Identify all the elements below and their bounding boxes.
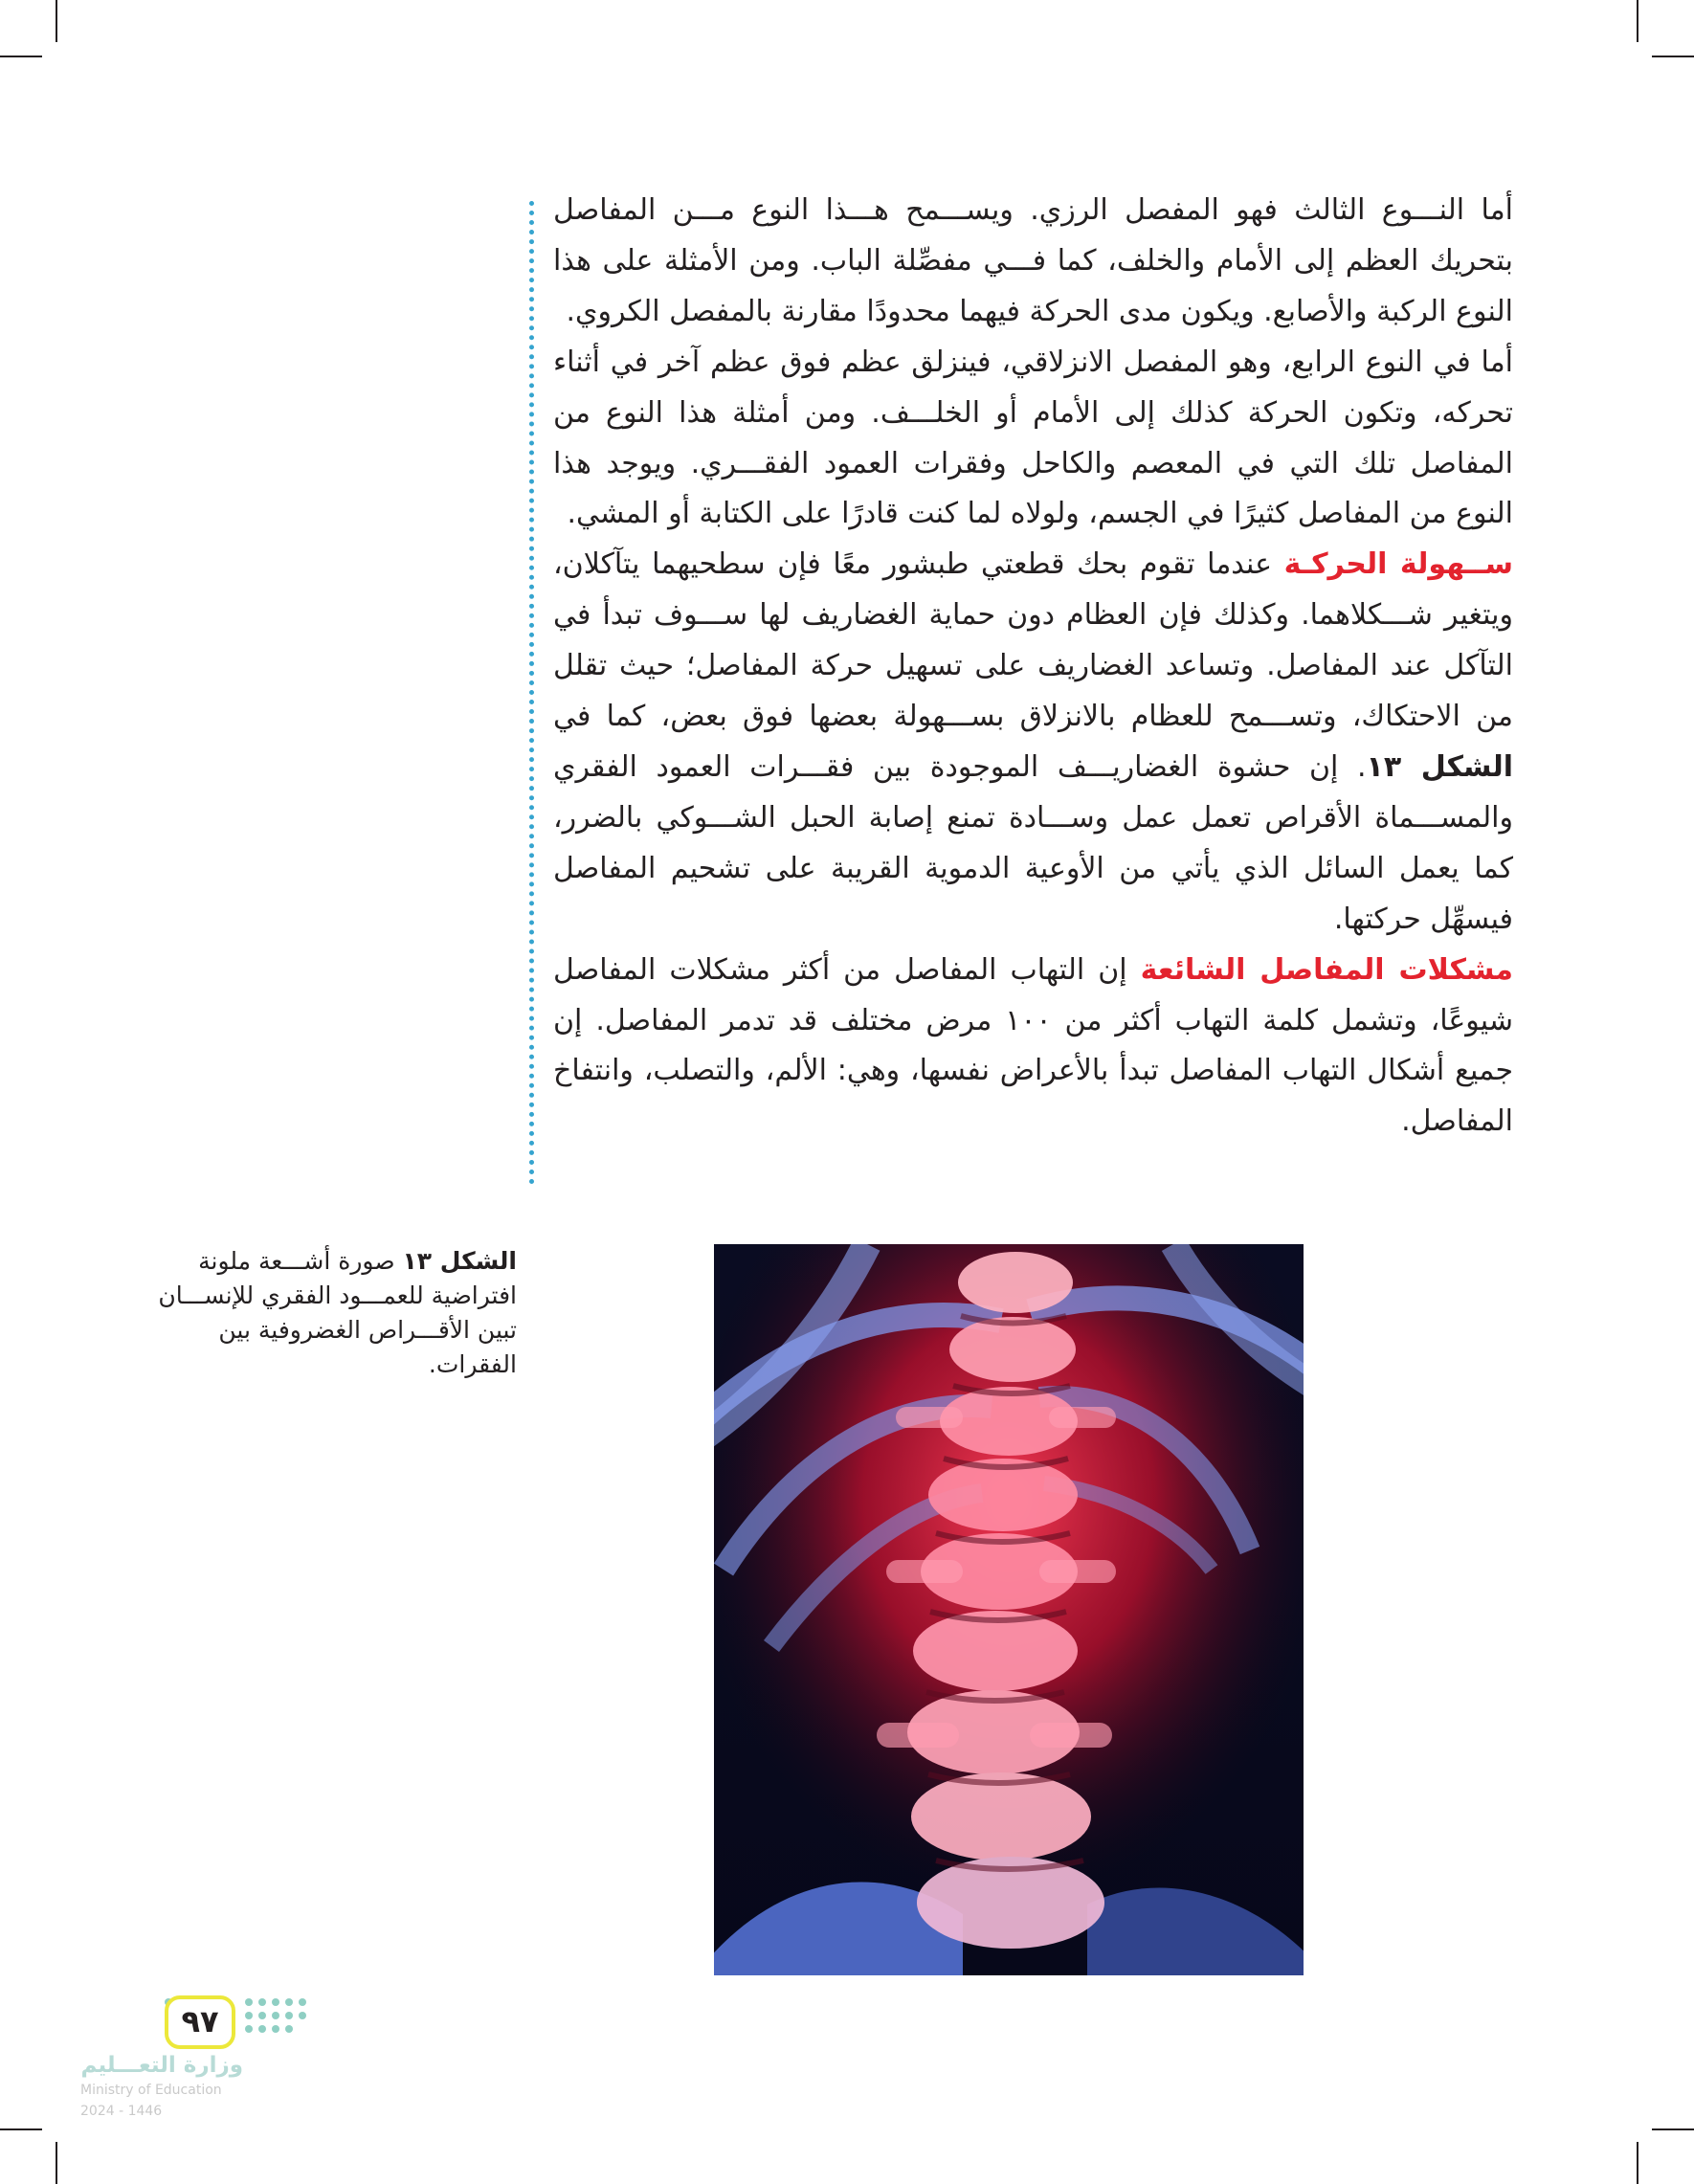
crop-mark-bottom-right-v	[1637, 2142, 1638, 2184]
crop-mark-bottom-left-v	[56, 2142, 57, 2184]
figure-reference: الشكل ١٣	[1366, 749, 1513, 784]
edition-year: 2024 - 1446	[80, 2104, 163, 2119]
paragraph-text: إن التهاب المفاصل من أكثر مشكلات المفاصل شيوعًا، وتشمل كلمة التهاب أكثر من ١٠٠ مرض مختلف قد تدمر المفاصل. إن جميع أشكال التهاب المفاصل تبدأ بالأعراض نفسها، وهي: الألم، والتصلب، وانتفاخ المفاصل.	[553, 952, 1513, 1139]
crop-mark-bottom-left-h	[0, 2128, 42, 2130]
paragraph-text: . إن حشوة الغضاريـــف الموجودة بين فقـــرات العمود الفقري والمســـماة الأقراص تعمل عمل وســـادة تمنع إصابة الحبل الشـــوكي بالضرر، كما يعمل السائل الذي يأتي من الأوعية الدموية القريبة على تشحيم المفاصل فيسهِّل حركتها.	[553, 749, 1513, 936]
section-lead-ease-of-movement: ســهولة الحركـة	[1283, 547, 1514, 582]
ministry-name-arabic: وزارة التعـــليم	[80, 2053, 243, 2078]
page-number-badge	[165, 1995, 235, 2049]
paragraph-text: عندما تقوم بحك قطعتي طبشور معًا فإن سطحيهما يتآكلان، ويتغير شـــكلاهما. وكذلك فإن العظام دون حماية الغضاريف لها ســـوف تبدأ في التآكل عند المفاصل. وتساعد الغضاريف على تسهيل حركة المفاصل؛ حيث تقلل من الاحتكاك، وتســـمح للعظام بالانزلاق بســـهولة بعضها فوق بعض، كما في	[553, 547, 1513, 734]
spine-xray-image	[714, 1244, 1304, 1975]
crop-mark-top-left-h	[0, 56, 42, 57]
spine-xray-illustration	[714, 1244, 1304, 1975]
paragraph-hinge-joint	[553, 186, 1513, 338]
crop-mark-top-right-v	[1637, 0, 1638, 42]
paragraph-common-joint-problems	[553, 946, 1513, 1148]
crop-mark-top-left-v	[56, 0, 57, 42]
figure-caption	[124, 1244, 517, 1382]
crop-mark-bottom-right-h	[1652, 2128, 1694, 2130]
body-text	[553, 186, 1513, 1148]
paragraph-gliding-joint	[553, 338, 1513, 541]
crop-mark-top-right-h	[1652, 56, 1694, 57]
dotted-margin-rule	[529, 201, 534, 1185]
page-number: ٩٧	[181, 2003, 219, 2039]
paragraph-text: أما النـــوع الثالث فهو المفصل الرزي. ويســـمح هـــذا النوع مـــن المفاصل بتحريك العظم إلى الأمام والخلف، كما فـــي مفصِّلة الباب. ومن الأمثلة على هذا النوع الركبة والأصابع. ويكون مدى الحركة فيهما محدودًا مقارنة بالمفصل الكروي.	[553, 193, 1513, 328]
figure-caption-text: صورة أشـــعة ملونة افتراضية للعمـــود الفقري للإنســـان تبين الأقـــراص الغضروفية بين الفقرات.	[158, 1247, 517, 1378]
paragraph-text: أما في النوع الرابع، وهو المفصل الانزلاقي، فينزلق عظم فوق عظم آخر في أثناء تحركه، وتكون الحركة كذلك إلى الأمام أو الخلـــف. ومن أمثلة هذا النوع من المفاصل تلك التي في المعصم والكاحل وفقرات العمود الفقـــري. ويوجد هذا النوع من المفاصل كثيرًا في الجسم، ولولاه لما كنت قادرًا على الكتابة أو المشي.	[553, 345, 1513, 531]
section-lead-joint-problems: مشكلات المفاصل الشائعة	[1140, 952, 1513, 987]
figure-caption-label: الشكل ١٣	[402, 1247, 517, 1275]
paragraph-ease-of-movement	[553, 540, 1513, 945]
ministry-name-english: Ministry of Education	[80, 2083, 222, 2098]
